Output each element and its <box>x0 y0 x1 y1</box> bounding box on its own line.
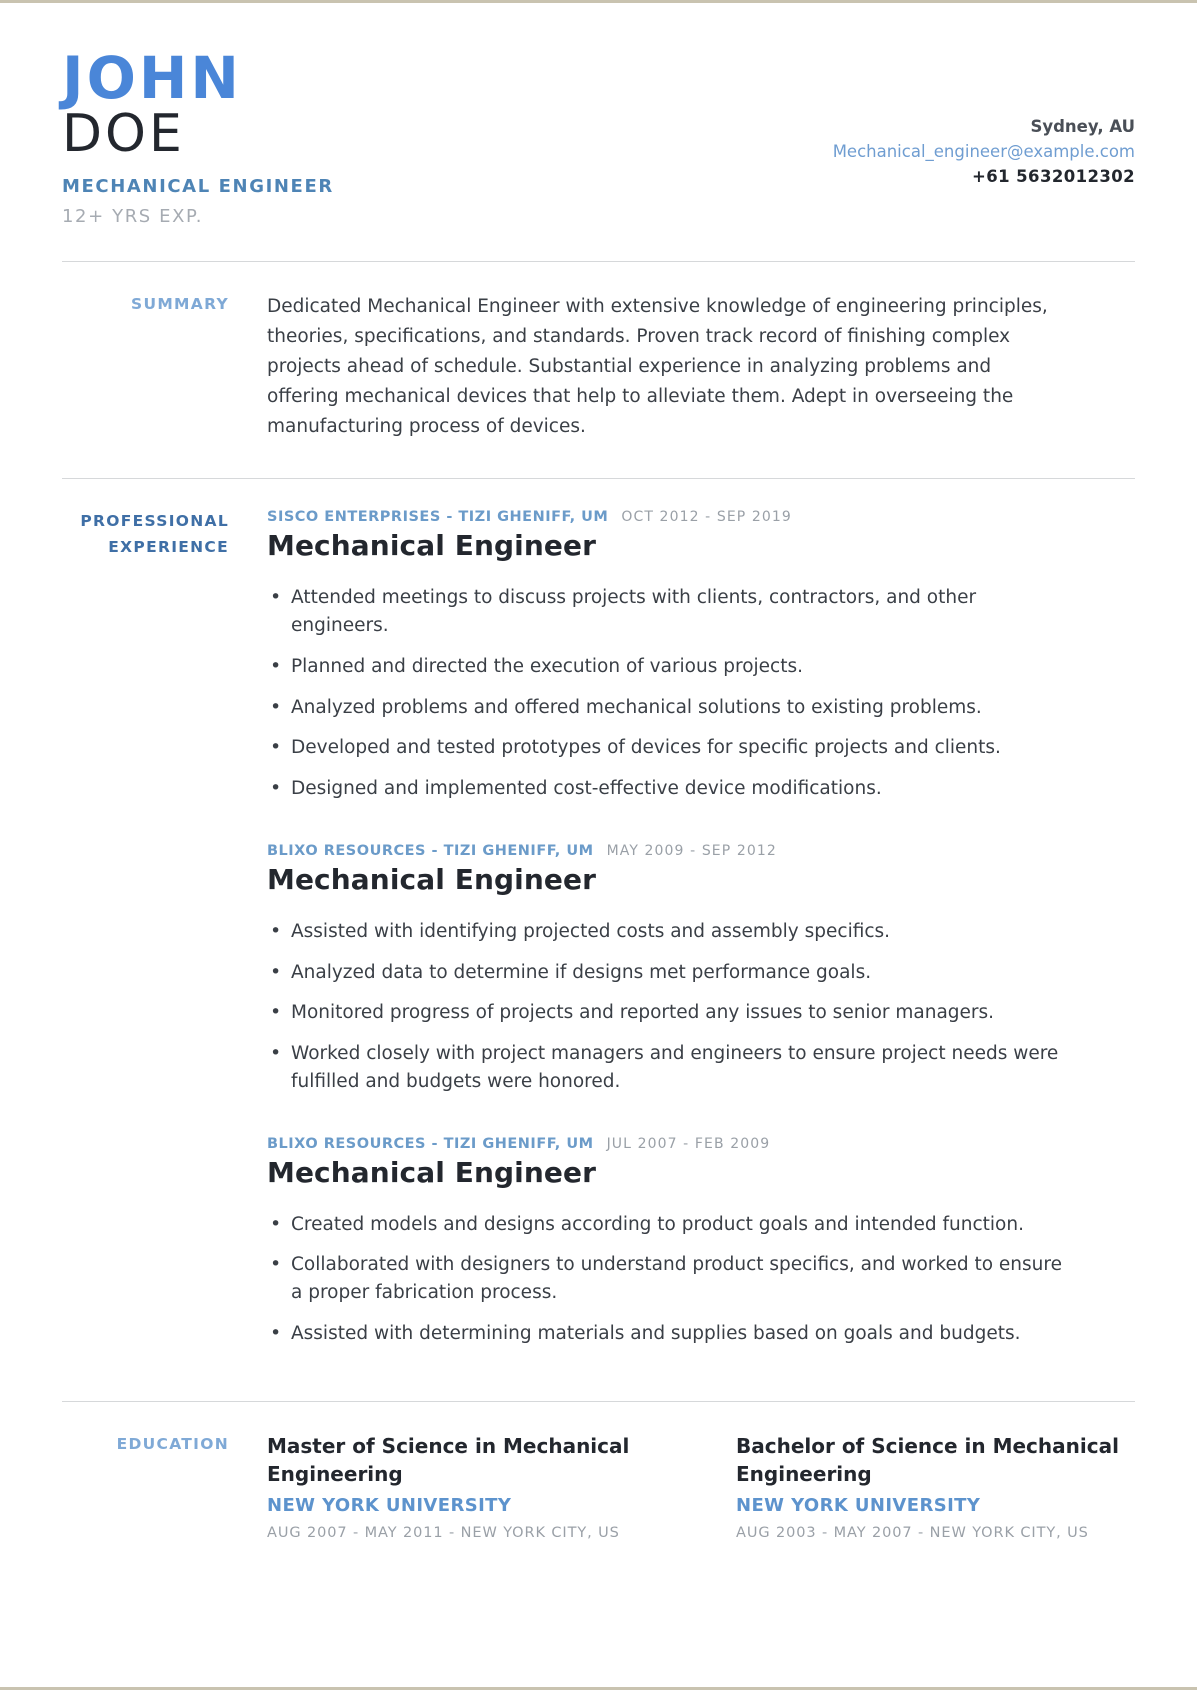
summary-body <box>267 292 1135 442</box>
experience-item <box>267 843 1135 1096</box>
last-name: DOE <box>62 104 185 165</box>
contact-block <box>833 52 1135 189</box>
summary-section <box>0 262 1197 478</box>
education-item <box>267 1432 666 1542</box>
experience-section <box>0 479 1197 1400</box>
resume-header <box>0 0 1197 227</box>
experience-body <box>267 509 1135 1360</box>
experience-bullet-list <box>267 918 1135 1096</box>
summary-text: Dedicated Mechanical Engineer with extensive knowledge of engineering principles, theories, specifications, and standards. Proven track record of finishing complex projects ahead of schedule. Substantial experience in analyzing problems and offering mechanical devices that help to alleviate them. Adept in overseeing the manufacturing process of devices. <box>267 296 1048 438</box>
experience-label-line-2: EXPERIENCE <box>108 537 229 556</box>
experience-bullet: • Planned and directed the execution of various projects. <box>267 653 1066 681</box>
education-section-label: EDUCATION <box>116 1434 229 1453</box>
experience-dates: JUL 2007 - FEB 2009 <box>606 1135 771 1152</box>
experience-section-label <box>62 509 267 1360</box>
identity-block <box>62 44 334 228</box>
experience-role: Mechanical Engineer <box>267 862 596 896</box>
experience-label-line-1: PROFESSIONAL <box>80 512 229 531</box>
experience-item-meta <box>267 1136 1135 1152</box>
experience-bullet-list <box>267 584 1135 803</box>
experience-bullet: • Attended meetings to discuss projects with clients, contractors, and other engineers. <box>267 584 1066 640</box>
experience-item <box>267 1136 1135 1348</box>
education-item <box>736 1432 1135 1542</box>
education-dates: AUG 2003 - MAY 2007 - NEW YORK CITY, US <box>736 1525 1089 1542</box>
experience-bullet-list <box>267 1211 1135 1348</box>
experience-bullet: • Assisted with identifying projected costs and assembly specifics. <box>267 918 1066 946</box>
page-top-border <box>0 0 1197 3</box>
headline-job-title: MECHANICAL ENGINEER <box>62 176 334 198</box>
experience-bullet: • Worked closely with project managers and engineers to ensure project needs were fulfilled and budgets were honored. <box>267 1040 1066 1096</box>
experience-bullet: • Designed and implemented cost-effective device modifications. <box>267 775 1066 803</box>
contact-phone: +61 5632012302 <box>972 167 1135 187</box>
experience-bullet: • Analyzed data to determine if designs met performance goals. <box>267 959 1066 987</box>
experience-company: BLIXO RESOURCES - TIZI GHENIFF, UM <box>267 842 594 859</box>
education-school: NEW YORK UNIVERSITY <box>736 1495 981 1517</box>
experience-item-meta <box>267 509 1135 525</box>
experience-role: Mechanical Engineer <box>267 1155 596 1189</box>
years-of-experience: 12+ YRS EXP. <box>62 206 204 228</box>
education-degree: Master of Science in Mechanical Engineering <box>267 1433 630 1486</box>
experience-bullet: • Assisted with determining materials and supplies based on goals and budgets. <box>267 1320 1066 1348</box>
experience-company: BLIXO RESOURCES - TIZI GHENIFF, UM <box>267 1135 594 1152</box>
education-dates: AUG 2007 - MAY 2011 - NEW YORK CITY, US <box>267 1525 620 1542</box>
experience-dates: MAY 2009 - SEP 2012 <box>606 842 777 859</box>
summary-section-label: SUMMARY <box>130 295 229 314</box>
education-section <box>0 1402 1197 1572</box>
education-school: NEW YORK UNIVERSITY <box>267 1495 512 1517</box>
experience-bullet: • Collaborated with designers to understand product specifics, and worked to ensure a proper fabrication process. <box>267 1251 1066 1307</box>
contact-location: Sydney, AU <box>1030 117 1135 136</box>
experience-role: Mechanical Engineer <box>267 529 596 563</box>
experience-bullet: • Analyzed problems and offered mechanical solutions to existing problems. <box>267 694 1066 722</box>
experience-item <box>267 509 1135 803</box>
education-degree: Bachelor of Science in Mechanical Engineering <box>736 1433 1119 1486</box>
first-name: JOHN <box>62 44 242 112</box>
experience-company: SISCO ENTERPRISES - TIZI GHENIFF, UM <box>267 509 609 526</box>
education-body <box>267 1432 1135 1542</box>
experience-bullet: • Monitored progress of projects and reported any issues to senior managers. <box>267 999 1066 1027</box>
education-grid <box>267 1432 1135 1542</box>
contact-email[interactable]: Mechanical_engineer@example.com <box>832 142 1135 162</box>
experience-dates: OCT 2012 - SEP 2019 <box>621 509 792 526</box>
experience-item-meta <box>267 843 1135 859</box>
experience-bullet: • Created models and designs according to product goals and intended function. <box>267 1211 1066 1239</box>
experience-bullet: • Developed and tested prototypes of devices for specific projects and clients. <box>267 734 1066 762</box>
